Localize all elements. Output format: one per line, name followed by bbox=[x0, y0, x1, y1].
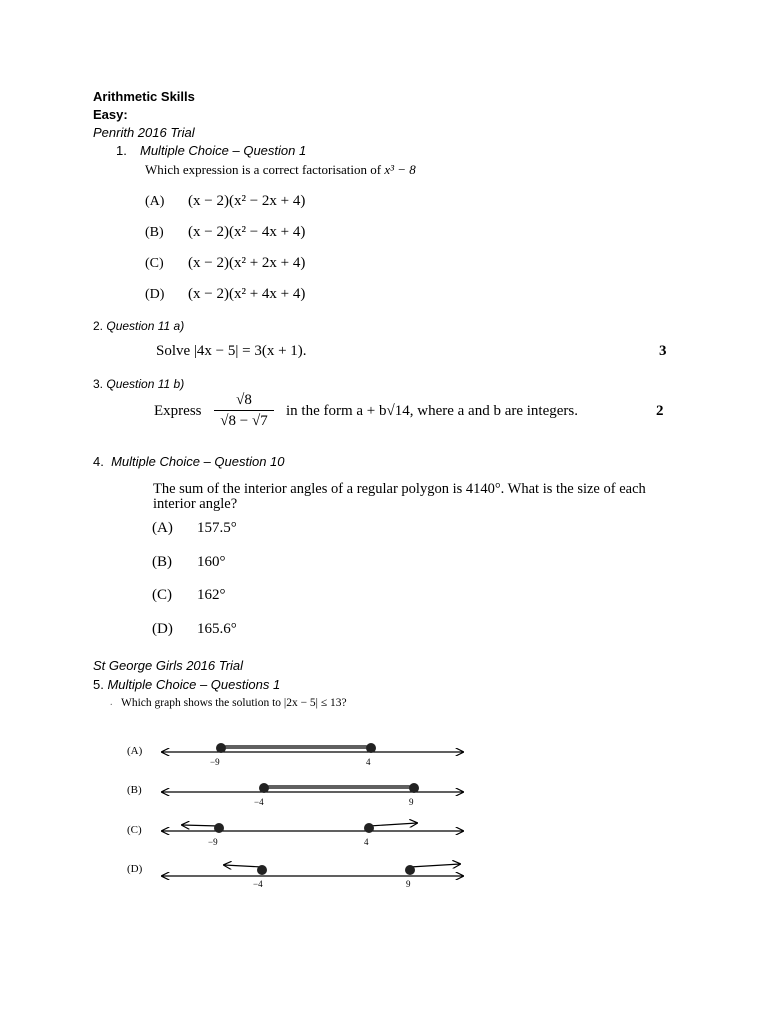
q1-option-a-expr: (x − 2)(x² − 2x + 4) bbox=[188, 193, 306, 209]
q2-heading: 2. Question 11 a) bbox=[93, 319, 185, 333]
q5-stem: Which graph shows the solution to |2x − 5| ≤ 13? bbox=[121, 697, 347, 709]
graph-d bbox=[162, 864, 463, 876]
q1-option-d-letter: (D) bbox=[145, 287, 165, 302]
q3-denominator: √8 − √7 bbox=[220, 413, 268, 429]
q4-heading: 4. Multiple Choice – Question 10 bbox=[93, 454, 285, 469]
graph-b-left-num: −4 bbox=[254, 797, 264, 807]
q1-option-c-expr: (x − 2)(x² + 2x + 4) bbox=[188, 255, 306, 271]
graph-b bbox=[162, 783, 463, 793]
graph-b-letter: (B) bbox=[127, 784, 142, 796]
q1-option-a-letter: (A) bbox=[145, 194, 165, 209]
graph-d-letter: (D) bbox=[127, 863, 143, 875]
graph-d-right-ray bbox=[410, 864, 460, 867]
graph-b-left-dot bbox=[259, 783, 269, 793]
source-heading-st-george: St George Girls 2016 Trial bbox=[93, 658, 244, 673]
q5-bullet: . bbox=[110, 697, 113, 708]
graph-c-right-num: 4 bbox=[364, 837, 369, 847]
q1-number: 1. bbox=[116, 143, 127, 158]
q1-option-d-expr: (x − 2)(x² + 4x + 4) bbox=[188, 286, 306, 302]
graph-d-right-dot bbox=[405, 865, 415, 875]
q3-suffix: in the form a + b√14, where a and b are integers. bbox=[286, 403, 579, 419]
document-title: Arithmetic Skills bbox=[93, 89, 195, 104]
q3-marks: 2 bbox=[656, 403, 664, 419]
graph-a-left-num: −9 bbox=[210, 757, 220, 767]
q1-label: Multiple Choice – Question 1 bbox=[140, 143, 307, 158]
q4-option-d-letter: (D) bbox=[152, 621, 173, 637]
graph-a-right-dot bbox=[366, 743, 376, 753]
q3-numerator: √8 bbox=[236, 392, 252, 408]
graph-a-right-num: 4 bbox=[366, 757, 371, 767]
q2-text: Solve |4x − 5| = 3(x + 1). bbox=[156, 343, 307, 359]
graph-c-right-ray bbox=[369, 823, 417, 826]
graph-c bbox=[162, 823, 463, 833]
graph-c-letter: (C) bbox=[127, 824, 142, 836]
q3-heading: 3. Question 11 b) bbox=[93, 377, 185, 391]
q4-option-c-value: 162° bbox=[197, 587, 226, 603]
graph-a bbox=[162, 743, 463, 753]
q2-marks: 3 bbox=[659, 343, 667, 359]
q4-option-a-value: 157.5° bbox=[197, 520, 237, 536]
q4-stem-line2: interior angle? bbox=[153, 496, 238, 512]
q4-option-b-letter: (B) bbox=[152, 554, 172, 570]
q4-option-a-letter: (A) bbox=[152, 520, 173, 536]
source-heading-penrith: Penrith 2016 Trial bbox=[93, 125, 195, 140]
graph-d-right-num: 9 bbox=[406, 879, 411, 889]
q1-stem: Which expression is a correct factorisation of x³ − 8 bbox=[145, 162, 416, 177]
graph-a-left-dot bbox=[216, 743, 226, 753]
q1-option-b-letter: (B) bbox=[145, 225, 164, 240]
q4-stem-line1: The sum of the interior angles of a regular polygon is 4140°. What is the size of each bbox=[153, 481, 646, 497]
q1-option-c-letter: (C) bbox=[145, 256, 164, 271]
graph-b-right-num: 9 bbox=[409, 797, 414, 807]
graph-d-left-num: −4 bbox=[253, 879, 263, 889]
graph-a-letter: (A) bbox=[127, 745, 143, 757]
q4-option-d-value: 165.6° bbox=[197, 621, 237, 637]
q3-prefix: Express bbox=[154, 403, 202, 419]
graph-c-right-dot bbox=[364, 823, 374, 833]
graph-d-left-ray bbox=[224, 865, 262, 867]
q5-heading: 5. Multiple Choice – Questions 1 bbox=[93, 677, 281, 692]
graph-d-left-dot bbox=[257, 865, 267, 875]
graph-c-left-ray bbox=[182, 825, 219, 826]
q4-option-c-letter: (C) bbox=[152, 587, 172, 603]
graph-c-left-num: −9 bbox=[208, 837, 218, 847]
q1-option-b-expr: (x − 2)(x² − 4x + 4) bbox=[188, 224, 306, 240]
graph-c-left-dot bbox=[214, 823, 224, 833]
difficulty-level: Easy: bbox=[93, 107, 128, 122]
q4-option-b-value: 160° bbox=[197, 554, 226, 570]
graph-b-right-dot bbox=[409, 783, 419, 793]
